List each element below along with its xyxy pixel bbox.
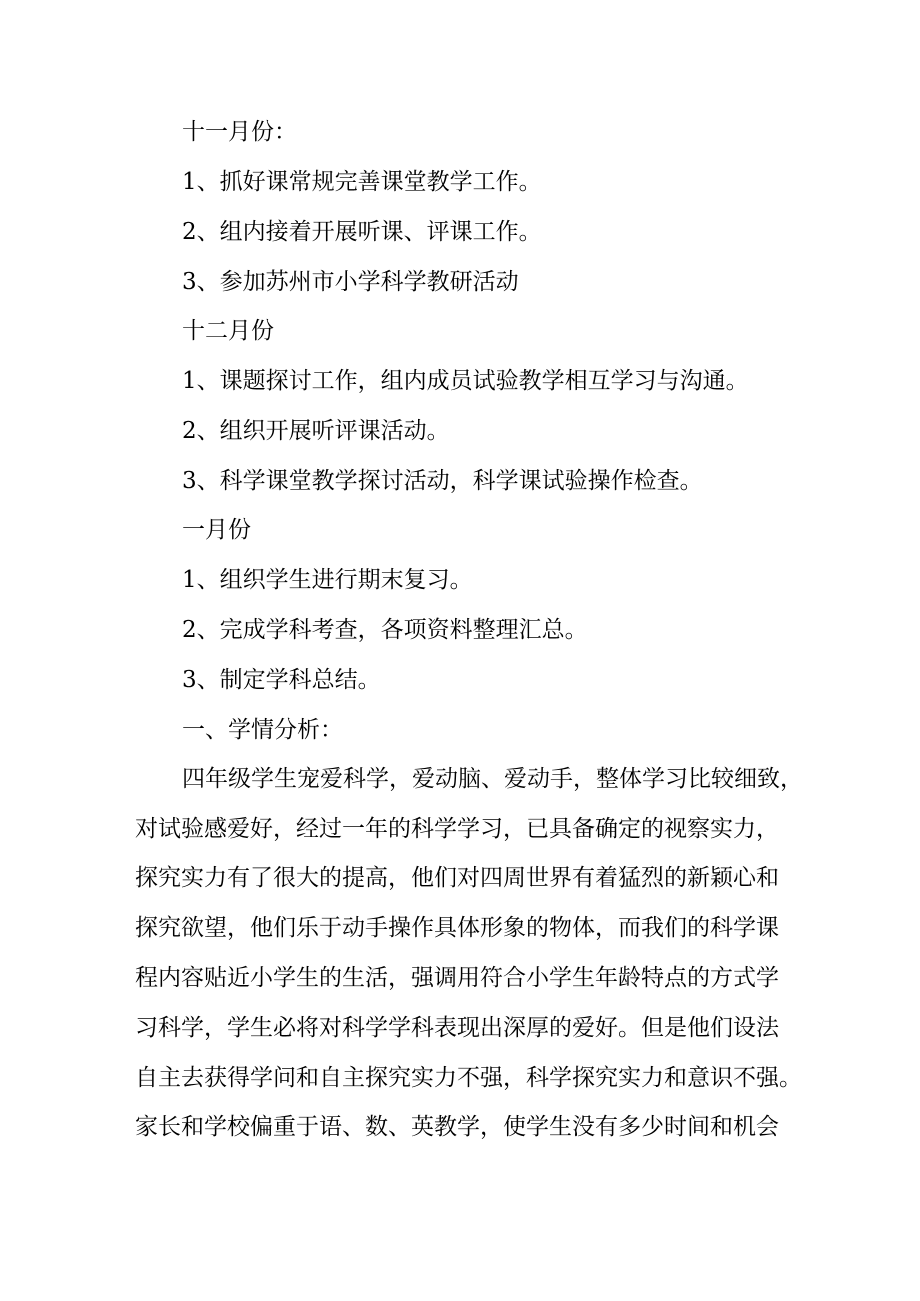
list-item: 3、制定学科总结。 xyxy=(182,667,381,693)
paragraph-line: 探究欲望，他们乐于动手操作具体形象的物体，而我们的科学课 xyxy=(135,915,779,941)
paragraph-line: 程内容贴近小学生的生活，强调用符合小学生年龄特点的方式学 xyxy=(135,965,779,991)
paragraph-line: 探究实力有了很大的提高，他们对四周世界有着猛烈的新颖心和 xyxy=(135,865,779,891)
list-item: 3、参加苏州市小学科学教研活动 xyxy=(182,269,519,295)
paragraph-line: 对试验感爱好，经过一年的科学学习，已具备确定的视察实力， xyxy=(135,816,779,842)
analysis-heading: 一、学情分析： xyxy=(182,717,343,743)
list-item: 1、课题探讨工作，组内成员试验教学相互学习与沟通。 xyxy=(182,368,749,394)
list-item: 1、抓好课常规完善课堂教学工作。 xyxy=(182,169,542,195)
paragraph-line: 四年级学生宠爱科学，爱动脑、爱动手，整体学习比较细致， xyxy=(182,766,803,792)
paragraph-line: 自主去获得学问和自主探究实力不强，科学探究实力和意识不强。 xyxy=(135,1065,802,1091)
list-item: 1、组织学生进行期末复习。 xyxy=(182,567,473,593)
list-item: 2、组内接着开展听课、评课工作。 xyxy=(182,219,542,245)
list-item: 3、科学课堂教学探讨活动，科学课试验操作检查。 xyxy=(182,468,703,494)
list-item: 2、组织开展听评课活动。 xyxy=(182,418,450,444)
list-item: 2、完成学科考查，各项资料整理汇总。 xyxy=(182,617,588,643)
paragraph-line: 习科学，学生必将对科学学科表现出深厚的爱好。但是他们设法 xyxy=(135,1015,779,1041)
section-heading-november: 十一月份： xyxy=(182,119,297,145)
section-heading-december: 十二月份 xyxy=(182,318,274,344)
paragraph-line: 家长和学校偏重于语、数、英教学，使学生没有多少时间和机会 xyxy=(135,1114,779,1140)
section-heading-january: 一月份 xyxy=(182,517,251,543)
